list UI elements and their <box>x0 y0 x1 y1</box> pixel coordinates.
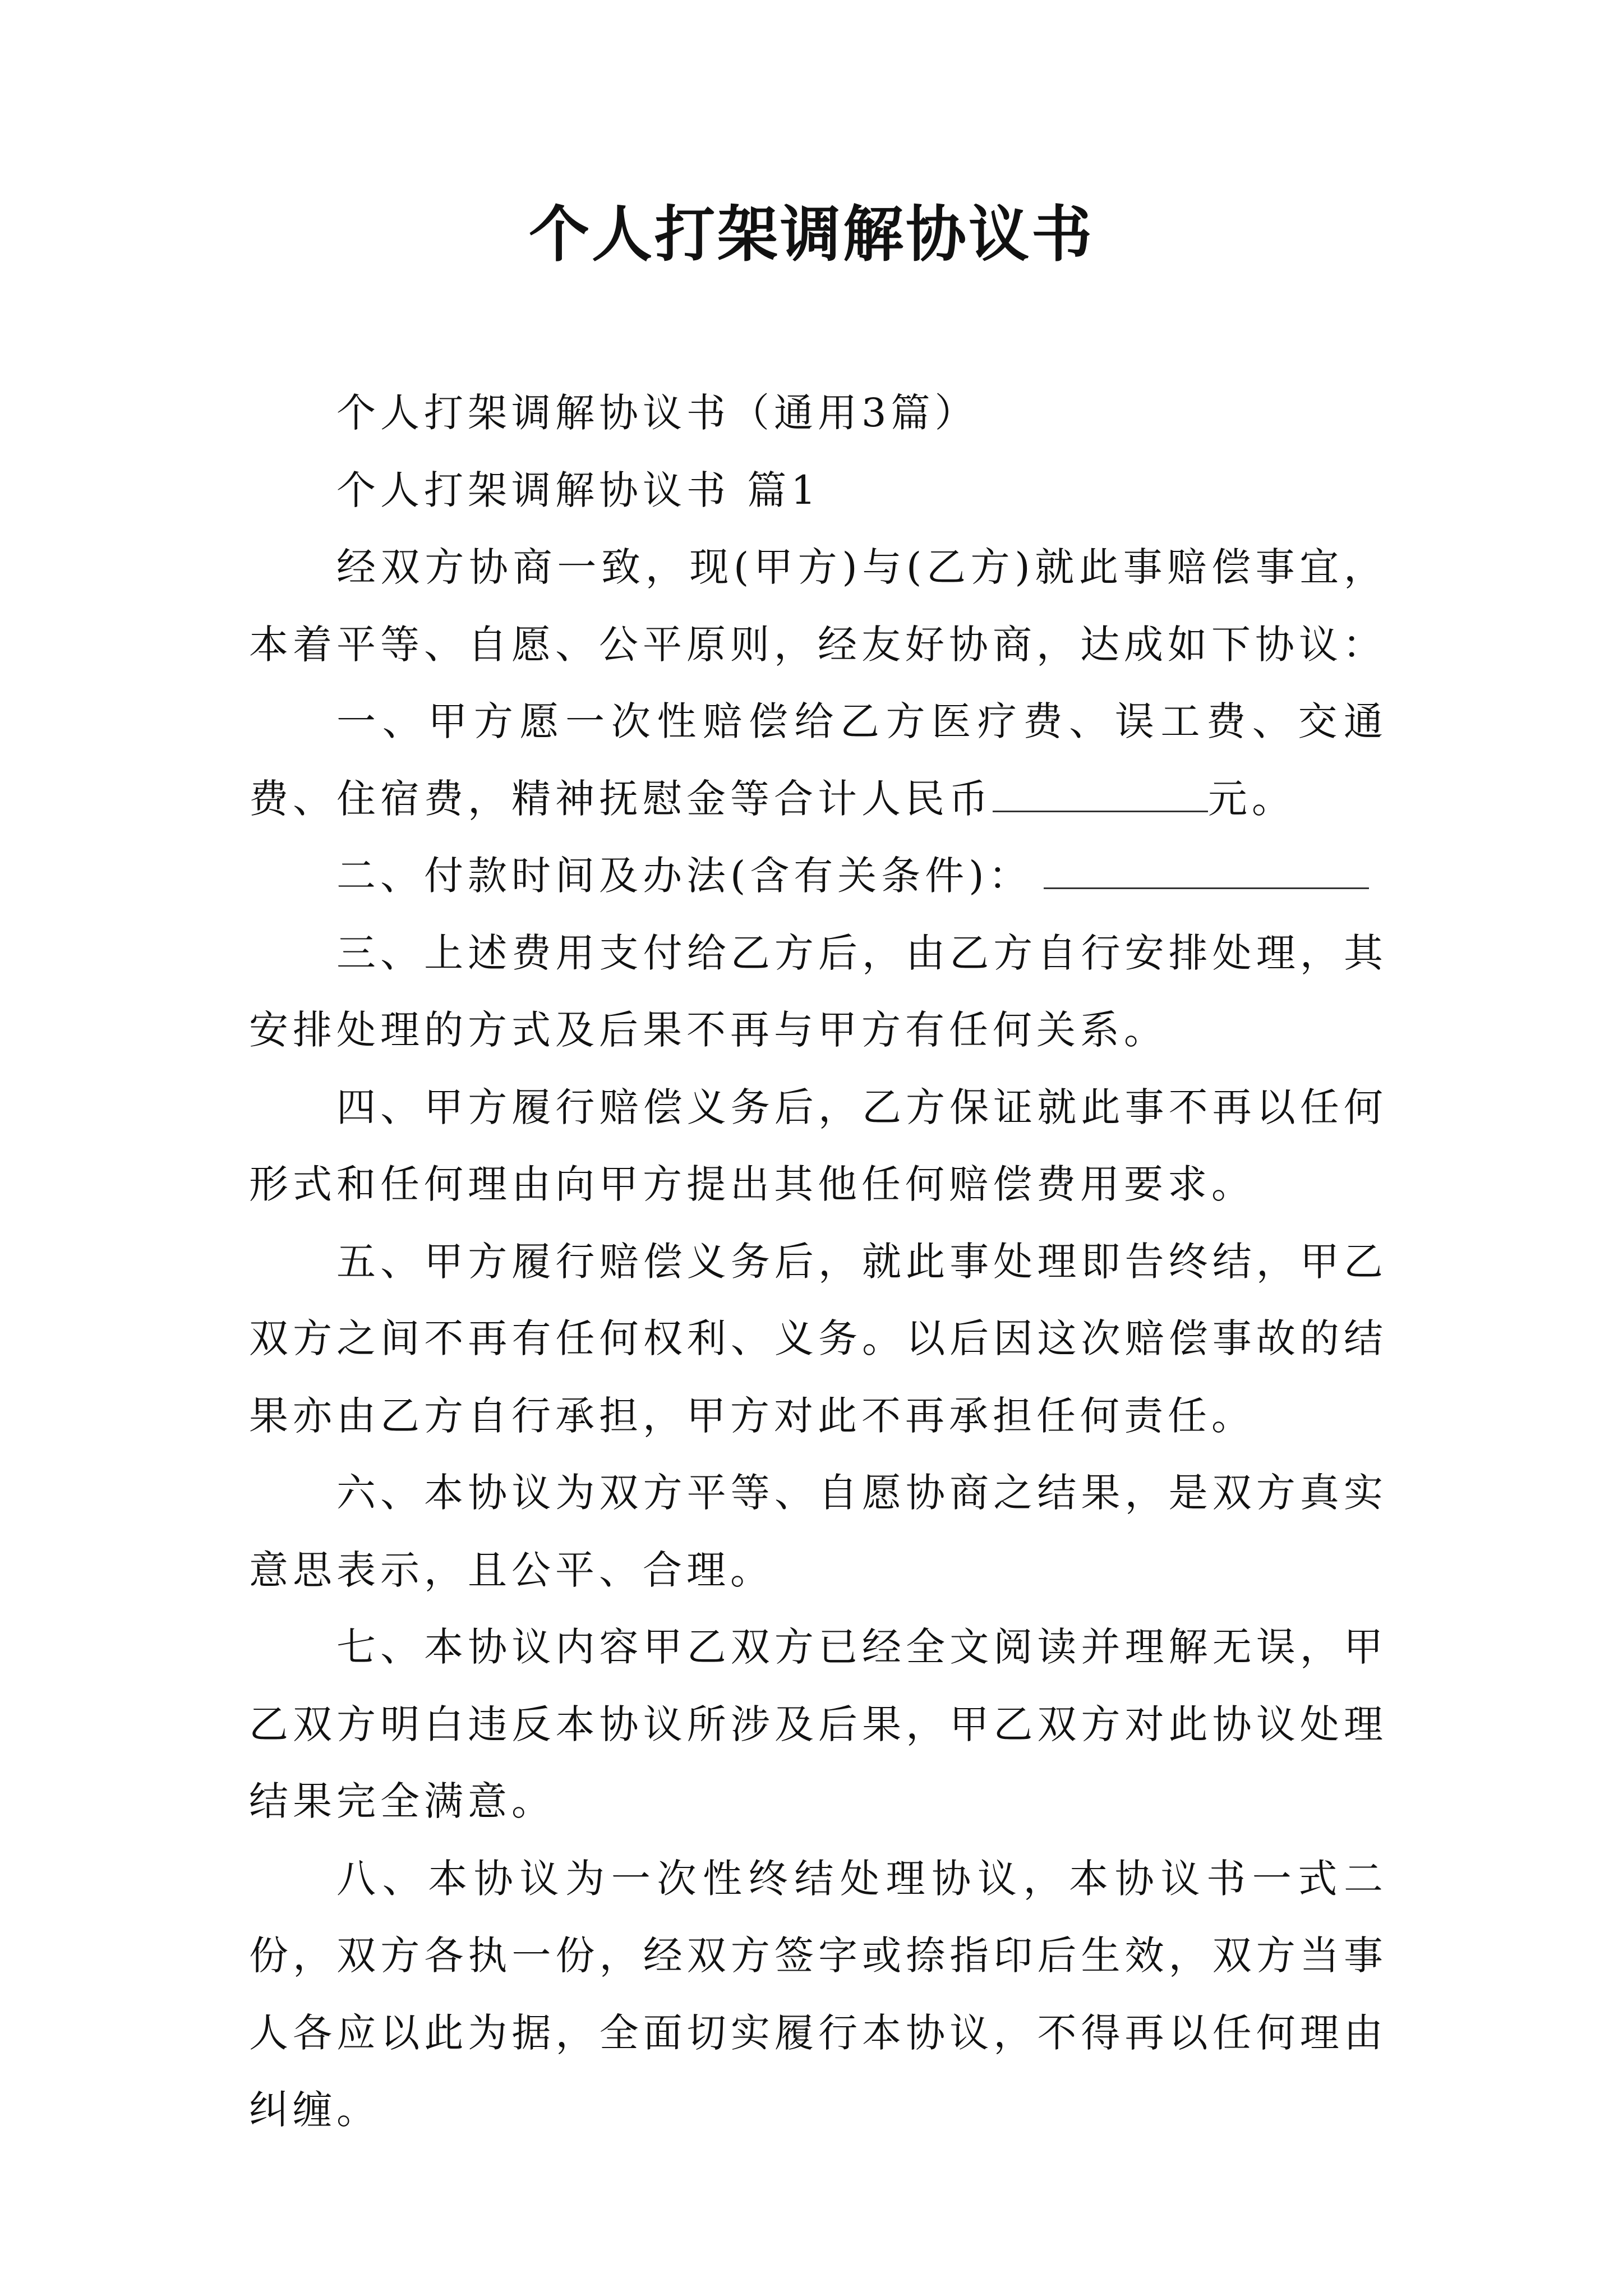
clause-6-paragraph: 六、本协议为双方平等、自愿协商之结果，是双方真实意思表示，且公平、合理。 <box>249 1470 1387 1593</box>
clause-2-text: 二、付款时间及办法(含有关条件)： <box>336 853 1032 899</box>
clause-5-paragraph: 五、甲方履行赔偿义务后，就此事处理即告终结，甲乙双方之间不再有任何权利、义务。以后因这次赔偿事故的结果亦由乙方自行承担，甲方对此不再承担任何责任。 <box>249 1238 1387 1439</box>
clause-3-paragraph: 三、上述费用支付给乙方后，由乙方自行安排处理，其安排处理的方式及后果不再与甲方有任何关系。 <box>249 930 1387 1053</box>
clause-1-paragraph <box>249 683 1387 838</box>
clause-2-paragraph <box>249 838 1387 915</box>
section-heading: 个人打架调解协议书 篇1 <box>336 467 820 513</box>
document-title: 个人打架调解协议书 <box>528 199 1094 270</box>
payment-blank-field <box>1044 855 1369 889</box>
clause-8-paragraph: 八、本协议为一次性终结处理协议，本协议书一式二份，双方各执一份，经双方签字或捺指印后生效，双方当事人各应以此为据，全面切实履行本协议，不得再以任何理由纠缠。 <box>249 1855 1387 2133</box>
clause-4-paragraph: 四、甲方履行赔偿义务后，乙方保证就此事不再以任何形式和任何理由向甲方提出其他任何赔偿费用要求。 <box>249 1084 1387 1207</box>
clause-1-text: 一、甲方愿一次性赔偿给乙方医疗费、误工费、交通费、住宿费，精神抚慰金等合计人民币 <box>249 698 1387 822</box>
clause-1-suffix: 元。 <box>1208 775 1295 822</box>
amount-blank-field <box>993 778 1208 812</box>
clause-7-paragraph: 七、本协议内容甲乙双方已经全文阅读并理解无误，甲乙双方明白违反本协议所涉及后果，甲乙双方对此协议处理结果完全满意。 <box>249 1624 1387 1824</box>
subtitle-paragraph: 个人打架调解协议书（通用3篇） <box>336 390 979 436</box>
document-body <box>249 375 1387 2149</box>
intro-paragraph: 经双方协商一致，现(甲方)与(乙方)就此事赔偿事宜，本着平等、自愿、公平原则，经友好协商，达成如下协议： <box>249 544 1387 668</box>
